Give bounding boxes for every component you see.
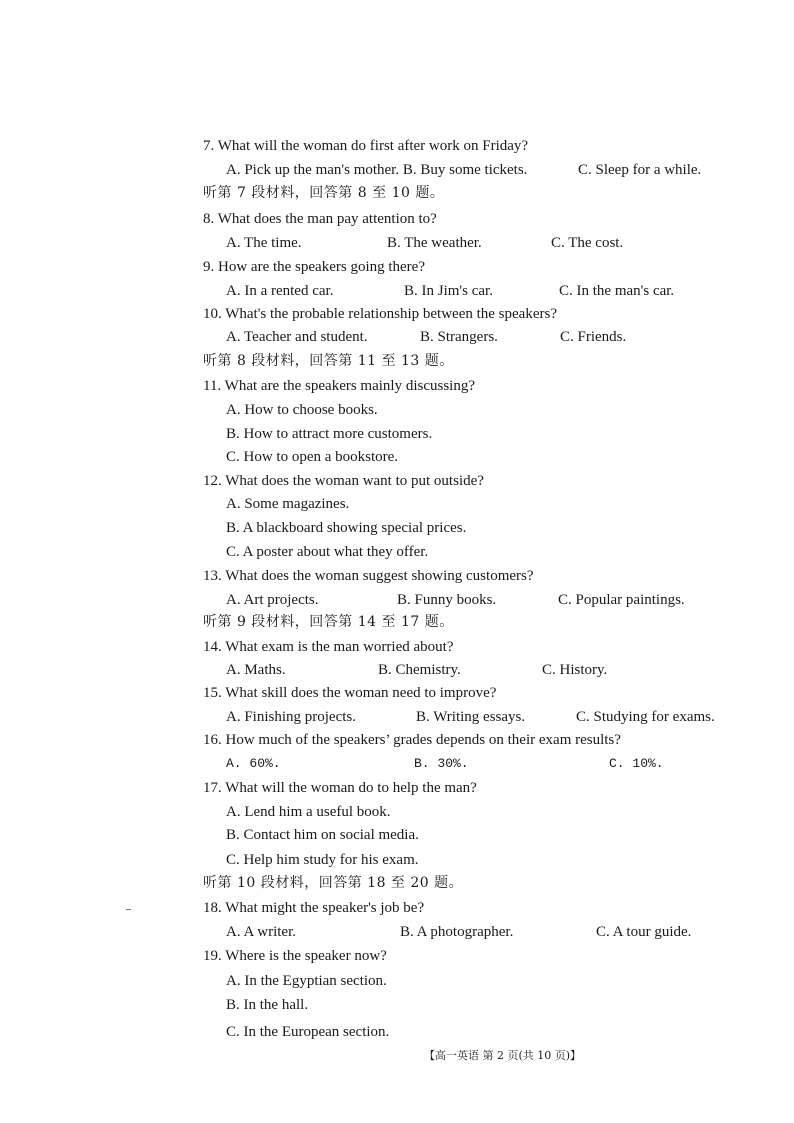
scan-mark [126,909,131,910]
question-19: 19. Where is the speaker now? [203,948,387,964]
q18-option-b: B. A photographer. [400,924,514,940]
q11-option-b: B. How to attract more customers. [226,426,433,442]
section-header-10: 听第 10 段材料，回答第 18 至 20 题。 [203,875,464,891]
q17-option-a: A. Lend him a useful book. [226,804,391,820]
q16-option-a: A. 60%. [226,756,281,771]
q11-option-c: C. How to open a bookstore. [226,449,399,465]
q18-option-a: A. A writer. [226,924,296,940]
q19-option-a: A. In the Egyptian section. [226,973,387,989]
q13-option-b: B. Funny books. [397,592,497,608]
q14-option-b: B. Chemistry. [378,662,461,678]
question-12: 12. What does the woman want to put outside? [203,473,484,489]
q10-option-b: B. Strangers. [420,329,498,345]
q7-options-ab: A. Pick up the man's mother. B. Buy some tickets. [226,162,528,178]
q12-option-b: B. A blackboard showing special prices. [226,520,467,536]
q13-option-a: A. Art projects. [226,592,319,608]
q11-option-a: A. How to choose books. [226,402,378,418]
q14-option-c: C. History. [542,662,608,678]
q15-option-c: C. Studying for exams. [576,709,715,725]
q16-option-b: B. 30%. [414,756,469,771]
q8-option-b: B. The weather. [387,235,482,251]
question-16: 16. How much of the speakers’ grades depends on their exam results? [203,732,621,748]
q7-option-c: C. Sleep for a while. [578,162,702,178]
section-header-8: 听第 8 段材料，回答第 11 至 13 题。 [203,353,454,369]
question-14: 14. What exam is the man worried about? [203,639,454,655]
q18-option-c: C. A tour guide. [596,924,692,940]
q16-option-c: C. 10%. [609,756,664,771]
question-10: 10. What's the probable relationship between the speakers? [203,306,557,322]
q12-option-c: C. A poster about what they offer. [226,544,429,560]
question-8: 8. What does the man pay attention to? [203,211,437,227]
q15-option-b: B. Writing essays. [416,709,526,725]
q13-option-c: C. Popular paintings. [558,592,685,608]
question-13: 13. What does the woman suggest showing customers? [203,568,534,584]
section-header-9: 听第 9 段材料，回答第 14 至 17 题。 [203,614,454,630]
question-7: 7. What will the woman do first after work on Friday? [203,138,529,154]
q9-option-b: B. In Jim's car. [404,283,493,299]
q8-option-a: A. The time. [226,235,302,251]
question-9: 9. How are the speakers going there? [203,259,425,275]
page-footer: 【高一英语 第 2 页(共 10 页)】 [424,1049,582,1062]
q17-option-b: B. Contact him on social media. [226,827,419,843]
question-15: 15. What skill does the woman need to improve? [203,685,497,701]
q12-option-a: A. Some magazines. [226,496,350,512]
section-header-7: 听第 7 段材料，回答第 8 至 10 题。 [203,185,445,201]
q9-option-c: C. In the man's car. [559,283,675,299]
question-11: 11. What are the speakers mainly discussing? [203,378,476,394]
q9-option-a: A. In a rented car. [226,283,334,299]
q8-option-c: C. The cost. [551,235,624,251]
question-17: 17. What will the woman do to help the man? [203,780,477,796]
question-18: 18. What might the speaker's job be? [203,900,425,916]
q19-option-c: C. In the European section. [226,1024,390,1040]
q10-option-c: C. Friends. [560,329,627,345]
q19-option-b: B. In the hall. [226,997,309,1013]
q17-option-c: C. Help him study for his exam. [226,852,419,868]
q10-option-a: A. Teacher and student. [226,329,368,345]
q15-option-a: A. Finishing projects. [226,709,356,725]
q14-option-a: A. Maths. [226,662,286,678]
